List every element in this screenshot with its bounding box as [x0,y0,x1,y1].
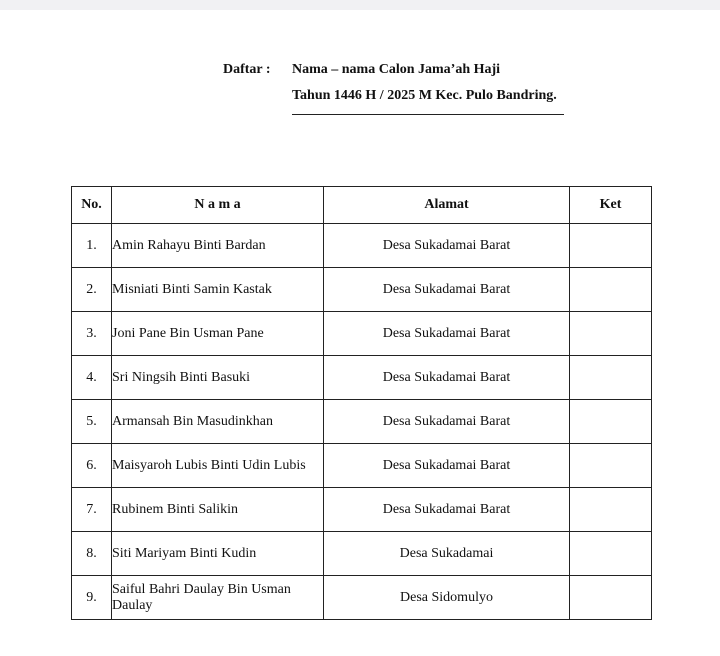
row-number: 4. [72,356,112,400]
row-alamat: Desa Sukadamai Barat [324,224,570,268]
table-header-row [72,187,652,224]
jamaah-table [71,186,652,620]
table-row [72,532,652,576]
row-alamat: Desa Sukadamai Barat [324,268,570,312]
table-row [72,224,652,268]
document-subtitle: Tahun 1446 H / 2025 M Kec. Pulo Bandring. [292,88,557,103]
row-nama: Sri Ningsih Binti Basuki [112,356,324,400]
table-row [72,400,652,444]
table-row [72,268,652,312]
row-number: 8. [72,532,112,576]
row-nama: Siti Mariyam Binti Kudin [112,532,324,576]
row-alamat: Desa Sidomulyo [324,576,570,620]
row-nama: Amin Rahayu Binti Bardan [112,224,324,268]
row-alamat: Desa Sukadamai Barat [324,312,570,356]
row-number: 7. [72,488,112,532]
document-header [0,0,720,160]
row-number: 5. [72,400,112,444]
table-row [72,576,652,620]
row-alamat: Desa Sukadamai Barat [324,400,570,444]
table-row [72,488,652,532]
row-ket [570,356,652,400]
row-alamat: Desa Sukadamai Barat [324,488,570,532]
row-nama: Armansah Bin Masudinkhan [112,400,324,444]
row-number: 6. [72,444,112,488]
row-ket [570,312,652,356]
row-ket [570,444,652,488]
row-alamat: Desa Sukadamai Barat [324,356,570,400]
table-row [72,356,652,400]
document-title: Nama – nama Calon Jama’ah Haji [292,62,501,77]
row-nama: Rubinem Binti Salikin [112,488,324,532]
row-nama: Joni Pane Bin Usman Pane [112,312,324,356]
column-header-nama: N a m a [112,187,324,224]
column-header-ket: Ket [570,187,652,224]
row-ket [570,224,652,268]
row-alamat: Desa Sukadamai Barat [324,444,570,488]
row-number: 3. [72,312,112,356]
row-number: 9. [72,576,112,620]
daftar-label: Daftar : [223,62,271,77]
row-nama: Misniati Binti Samin Kastak [112,268,324,312]
row-ket [570,268,652,312]
column-header-alamat: Alamat [324,187,570,224]
table-row [72,444,652,488]
table-row [72,312,652,356]
row-number: 1. [72,224,112,268]
row-ket [570,576,652,620]
row-nama: Maisyaroh Lubis Binti Udin Lubis [112,444,324,488]
row-ket [570,400,652,444]
row-ket [570,488,652,532]
row-number: 2. [72,268,112,312]
column-header-no: No. [72,187,112,224]
row-ket [570,532,652,576]
row-alamat: Desa Sukadamai [324,532,570,576]
title-underline [292,114,564,115]
row-nama: Saiful Bahri Daulay Bin Usman Daulay [112,576,324,620]
